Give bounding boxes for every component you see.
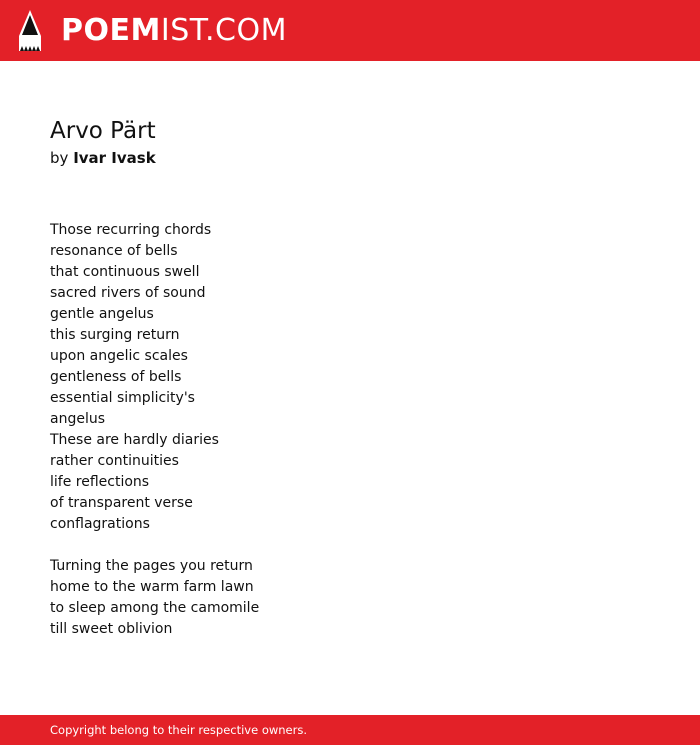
author-name: Ivar Ivask xyxy=(73,149,156,167)
logo-wordmark-light: IST.COM xyxy=(160,13,287,48)
poem-line: to sleep among the camomile xyxy=(50,600,260,616)
poem-line: gentle angelus xyxy=(50,306,154,322)
poem-line: conflagrations xyxy=(50,516,150,532)
poem-line: this surging return xyxy=(50,327,180,343)
logo-wordmark-bold: POEM xyxy=(61,13,161,48)
poem-line: till sweet oblivion xyxy=(50,621,173,637)
pencil-icon xyxy=(17,10,43,52)
poem-line: These are hardly diaries xyxy=(50,432,219,448)
site-header xyxy=(0,0,700,61)
byline-prefix: by xyxy=(50,149,69,167)
poem-article xyxy=(50,117,650,640)
site-footer xyxy=(0,715,700,745)
site-logo-link[interactable] xyxy=(17,9,287,53)
poem-line: essential simplicity's xyxy=(50,390,195,406)
poem-line: home to the warm farm lawn xyxy=(50,579,254,595)
poem-line: gentleness of bells xyxy=(50,369,182,385)
poem-line: upon angelic scales xyxy=(50,348,188,364)
poem-title: Arvo Pärt xyxy=(50,118,156,144)
poem-line: resonance of bells xyxy=(50,243,178,259)
logo-wordmark xyxy=(61,13,287,48)
poem-line: life reflections xyxy=(50,474,150,490)
stanza xyxy=(50,220,650,535)
poem-body xyxy=(50,220,650,640)
poem-line: that continuous swell xyxy=(50,264,200,280)
poem-line: of transparent verse xyxy=(50,495,193,511)
copyright-text: Copyright belong to their respective owners. xyxy=(50,723,308,737)
poem-line: sacred rivers of sound xyxy=(50,285,206,301)
poem-line: Turning the pages you return xyxy=(50,558,253,574)
poem-line: Those recurring chords xyxy=(50,222,212,238)
poem-line: rather continuities xyxy=(50,453,179,469)
poem-byline xyxy=(50,148,650,168)
stanza xyxy=(50,556,650,640)
poem-line: angelus xyxy=(50,411,106,427)
